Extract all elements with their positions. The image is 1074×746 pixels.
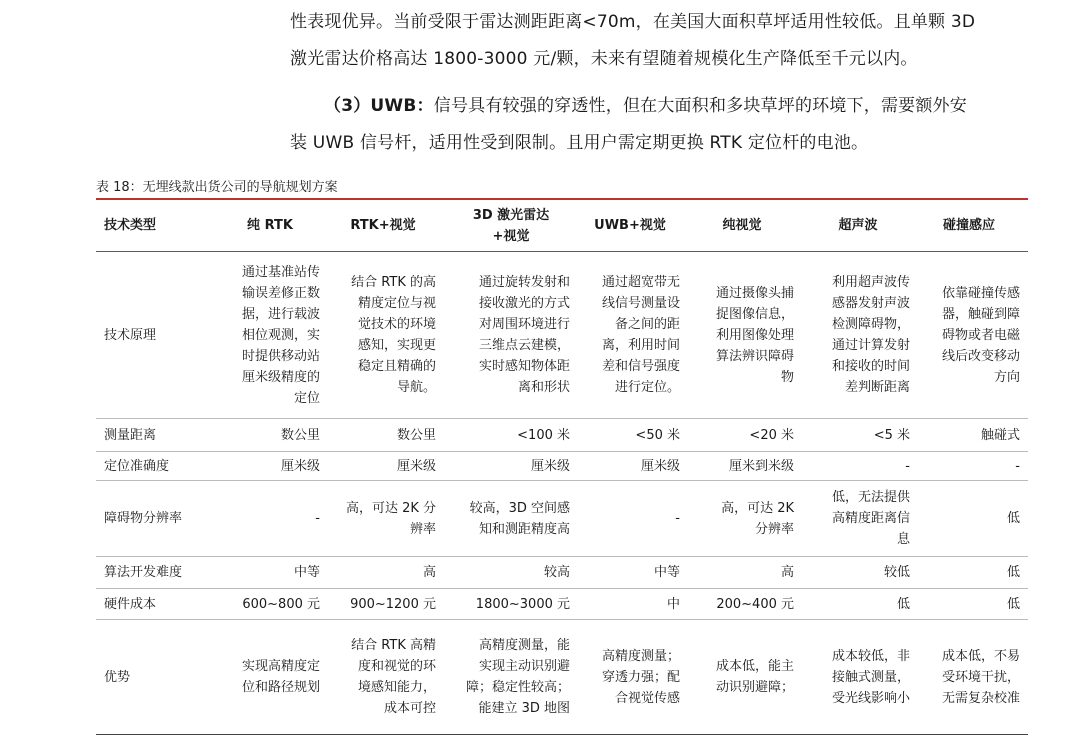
table-cell-distance [220, 419, 320, 451]
cell-text-line: 高 [780, 565, 794, 580]
cell-text-line: 利用超声波传 [831, 275, 910, 290]
table-cell-cost [806, 589, 910, 619]
table-cell-advantage [452, 620, 570, 734]
cell-text-line: 1800~3000 元 [475, 596, 570, 612]
cell-text-line: 成本低，不易 [941, 648, 1020, 664]
cell-text-line: 捉图像信息， [715, 306, 794, 322]
table-cell-principle [580, 252, 680, 418]
cell-text-line: 动识别避障； [715, 680, 794, 695]
cell-text-line: 合视觉传感 [614, 690, 680, 706]
cell-text-line: 低 [1006, 596, 1020, 612]
paragraph-1-line-1: 性表现优异。当前受限于雷达测距距离<70m，在美国大面积草坪适用性较低。且单颗 3D [290, 12, 976, 32]
table-cell-resolution [690, 481, 794, 556]
table-cell-algorithm [330, 557, 436, 588]
cell-text-line: 息 [896, 532, 910, 547]
row-label-advantage [104, 620, 216, 734]
cell-text-line: 障碍物分辨率 [104, 511, 183, 526]
row-label-principle [104, 252, 216, 418]
cell-text-line: 相位观测，实 [241, 327, 320, 343]
cell-text-line: 和接收的时间 [831, 359, 910, 374]
table-cell-algorithm [452, 557, 570, 588]
cell-text-line: 结合 RTK 的高 [351, 275, 436, 290]
cell-text-line: 穿透力强；配 [601, 669, 680, 685]
cell-text-line: 低 [896, 596, 910, 612]
cell-text-line: <50 米 [635, 427, 680, 443]
cell-text-line: 差和信号强度 [601, 359, 680, 374]
cell-text-line: - [315, 511, 320, 526]
cell-text-line: 知和测距精度高 [478, 521, 570, 537]
cell-text-line: <100 米 [517, 427, 570, 443]
table-cell-accuracy [918, 452, 1020, 480]
cell-text-line: 较高 [543, 565, 570, 580]
paragraph-2 [290, 88, 1030, 162]
cell-text-line: 技术类型 [104, 218, 157, 233]
cell-text-line: RTK+视觉 [350, 218, 416, 233]
cell-text-line: 据，进行载波 [241, 306, 320, 322]
cell-text-line: 较低 [883, 565, 910, 580]
cell-text-line: 3D 激光雷达 [472, 207, 550, 223]
paragraph-2-line-1 [290, 88, 1030, 125]
header-cell [580, 200, 680, 251]
table-cell-distance [452, 419, 570, 451]
cell-text-line: UWB+视觉 [594, 218, 666, 233]
table-cell-advantage [580, 620, 680, 734]
cell-text-line: 高，可达 2K [721, 500, 794, 516]
cell-text-line: 受光线影响小 [831, 690, 910, 706]
cell-text-line: 成本可控 [383, 701, 436, 716]
cell-text-line: 度和视觉的环 [357, 659, 436, 674]
table-cell-cost [452, 589, 570, 619]
table-cell-algorithm [806, 557, 910, 588]
cell-text-line: 感知，实现更 [357, 338, 436, 353]
table-cell-advantage [220, 620, 320, 734]
cell-text-line: 高 [422, 565, 436, 580]
cell-text-line: 中 [666, 596, 680, 612]
cell-text-line: 定位准确度 [104, 458, 170, 474]
cell-text-line: 备之间的距 [614, 317, 680, 332]
cell-text-line: 通过摄像头捕 [715, 285, 794, 301]
cell-text-line: 高精度距离信 [831, 511, 910, 526]
cell-text-line: 方向 [993, 369, 1020, 385]
table-cell-resolution [330, 481, 436, 556]
table-cell-cost [918, 589, 1020, 619]
cell-text-line: 时提供移动站 [241, 348, 320, 364]
cell-text-line: 通过旋转发射和 [478, 275, 570, 290]
table-cell-principle [690, 252, 794, 418]
row-label-accuracy [104, 452, 216, 480]
paragraph-2-line-1-text: 信号具有较强的穿透性，但在大面积和多块草坪的环境下，需要额外安 [433, 96, 967, 116]
cell-text-line: 硬件成本 [104, 596, 157, 612]
table-cell-principle [918, 252, 1020, 418]
cell-text-line: 实现高精度定 [241, 659, 320, 674]
row-label-resolution [104, 481, 216, 556]
table-cell-accuracy [330, 452, 436, 480]
table-cell-principle [220, 252, 320, 418]
cell-text-line: 200~400 元 [716, 596, 794, 612]
table-cell-distance [690, 419, 794, 451]
cell-text-line: 差判断距离 [844, 380, 910, 395]
cell-text-line: 实现主动识别避 [478, 659, 570, 674]
table-cell-distance [330, 419, 436, 451]
table-cell-algorithm [580, 557, 680, 588]
table-cell-cost [580, 589, 680, 619]
cell-text-line: 离和形状 [517, 380, 570, 395]
cell-text-line: 器，触碰到障 [941, 306, 1020, 322]
header-cell [220, 200, 320, 251]
cell-text-line: +视觉 [492, 228, 530, 244]
cell-text-line: 利用图像处理 [715, 327, 794, 343]
cell-text-line: - [675, 511, 680, 526]
cell-text-line: 中等 [653, 565, 680, 580]
cell-text-line: <20 米 [749, 427, 794, 443]
table-bottom-rule [96, 734, 1028, 735]
table-cell-algorithm [918, 557, 1020, 588]
table-cell-cost [220, 589, 320, 619]
cell-text-line: 位和路径规划 [241, 680, 320, 695]
cell-text-line: 成本较低，非 [831, 648, 910, 664]
cell-text-line: 境感知能力， [357, 680, 436, 695]
cell-text-line: 依靠碰撞传感 [941, 285, 1020, 301]
header-cell [806, 200, 910, 251]
cell-text-line: 厘米级 [280, 458, 320, 474]
cell-text-line: 导航。 [396, 380, 436, 395]
cell-text-line: 线信号测量设 [601, 296, 680, 311]
table-cell-accuracy [690, 452, 794, 480]
cell-text-line: 算法开发难度 [104, 565, 183, 580]
table-cell-resolution [220, 481, 320, 556]
row-label-algorithm [104, 557, 216, 588]
table-cell-accuracy [806, 452, 910, 480]
cell-text-line: 受环境干扰， [941, 669, 1020, 685]
table-cell-advantage [690, 620, 794, 734]
table-cell-cost [330, 589, 436, 619]
cell-text-line: 辨率 [409, 521, 436, 537]
header-cell [330, 200, 436, 251]
cell-text-line: 中等 [293, 565, 320, 580]
cell-text-line: 碰撞感应 [942, 218, 995, 233]
paragraph-1 [290, 4, 1030, 78]
cell-text-line: 较高，3D 空间感 [469, 500, 570, 516]
cell-text-line: 超声波 [838, 218, 878, 233]
cell-text-line: 纯视觉 [722, 218, 762, 233]
cell-text-line: 数公里 [396, 427, 436, 443]
table-caption: 表 18：无埋线款出货公司的导航规划方案 [96, 180, 338, 195]
table-cell-resolution [452, 481, 570, 556]
row-label-distance [104, 419, 216, 451]
cell-text-line: 感器发射声波 [831, 296, 910, 311]
cell-text-line: 进行定位。 [614, 380, 680, 395]
cell-text-line: 能建立 3D 地图 [478, 701, 570, 716]
table-cell-accuracy [452, 452, 570, 480]
cell-text-line: 高精度测量，能 [478, 638, 570, 653]
header-cell [690, 200, 794, 251]
row-label-cost [104, 589, 216, 619]
paragraph-2-line-2: 装 UWB 信号杆，适用性受到限制。且用户需定期更换 RTK 定位杆的电池。 [290, 133, 869, 153]
cell-text-line: 定位 [293, 390, 320, 406]
cell-text-line: 三维点云建模， [478, 338, 570, 353]
table-cell-cost [690, 589, 794, 619]
cell-text-line: 低 [1006, 565, 1020, 580]
cell-text-line: 900~1200 元 [350, 596, 436, 612]
header-cell [452, 200, 570, 251]
cell-text-line: 技术原理 [104, 327, 157, 343]
table-cell-advantage [806, 620, 910, 734]
cell-text-line: 觉技术的环境 [357, 317, 436, 332]
cell-text-line: 检测障碍物， [831, 317, 910, 332]
cell-text-line: 物 [780, 369, 794, 385]
cell-text-line: 成本低，能主 [715, 659, 794, 674]
cell-text-line: 触碰式 [980, 427, 1020, 443]
table-cell-resolution [806, 481, 910, 556]
cell-text-line: 测量距离 [104, 427, 157, 443]
cell-text-line: 精度定位与视 [357, 296, 436, 311]
cell-text-line: 厘米级 [640, 458, 680, 474]
cell-text-line: 线后改变移动 [941, 348, 1020, 364]
table-cell-distance [580, 419, 680, 451]
table-cell-resolution [580, 481, 680, 556]
cell-text-line: 对周围环境进行 [478, 317, 570, 332]
cell-text-line: 厘米级精度的 [241, 369, 320, 385]
cell-text-line: 分辨率 [754, 521, 794, 537]
cell-text-line: 厘米到米级 [728, 458, 794, 474]
cell-text-line: 高精度测量； [601, 648, 680, 664]
cell-text-line: 低 [1006, 511, 1020, 526]
paragraph-2-lead: （3）UWB： [324, 96, 434, 116]
cell-text-line: 算法辨识障碍 [715, 348, 794, 364]
cell-text-line: 通过基准站传 [241, 264, 320, 280]
table-cell-resolution [918, 481, 1020, 556]
cell-text-line: 厘米级 [530, 458, 570, 474]
header-cell [104, 200, 216, 251]
table-cell-distance [806, 419, 910, 451]
cell-text-line: 实时感知物体距 [478, 359, 570, 374]
cell-text-line: 接触式测量， [831, 669, 910, 685]
cell-text-line: - [905, 458, 910, 474]
cell-text-line: 纯 RTK [247, 218, 293, 233]
table-cell-principle [806, 252, 910, 418]
table-cell-distance [918, 419, 1020, 451]
cell-text-line: 高，可达 2K 分 [345, 500, 436, 516]
cell-text-line: - [1015, 458, 1020, 474]
cell-text-line: 600~800 元 [242, 596, 320, 612]
cell-text-line: 输误差修正数 [241, 285, 320, 301]
cell-text-line: 离，利用时间 [601, 338, 680, 353]
table-cell-advantage [330, 620, 436, 734]
table-cell-algorithm [690, 557, 794, 588]
cell-text-line: 数公里 [280, 427, 320, 443]
table-cell-algorithm [220, 557, 320, 588]
cell-text-line: <5 米 [873, 427, 910, 443]
cell-text-line: 无需复杂校准 [941, 690, 1020, 706]
table-cell-principle [330, 252, 436, 418]
header-cell [918, 200, 1020, 251]
cell-text-line: 障；稳定性较高； [465, 680, 570, 695]
table-cell-principle [452, 252, 570, 418]
paragraph-1-line-2: 激光雷达价格高达 1800-3000 元/颗，未来有望随着规模化生产降低至千元以内。 [290, 49, 918, 69]
cell-text-line: 通过计算发射 [831, 338, 910, 353]
cell-text-line: 厘米级 [396, 458, 436, 474]
cell-text-line: 低，无法提供 [831, 490, 910, 505]
table-cell-advantage [918, 620, 1020, 734]
table-cell-accuracy [580, 452, 680, 480]
cell-text-line: 稳定且精确的 [357, 359, 436, 374]
cell-text-line: 结合 RTK 高精 [351, 638, 436, 653]
table-cell-accuracy [220, 452, 320, 480]
cell-text-line: 碍物或者电磁 [941, 327, 1020, 343]
cell-text-line: 通过超宽带无 [601, 275, 680, 290]
cell-text-line: 接收激光的方式 [478, 296, 570, 311]
cell-text-line: 优势 [104, 669, 131, 685]
